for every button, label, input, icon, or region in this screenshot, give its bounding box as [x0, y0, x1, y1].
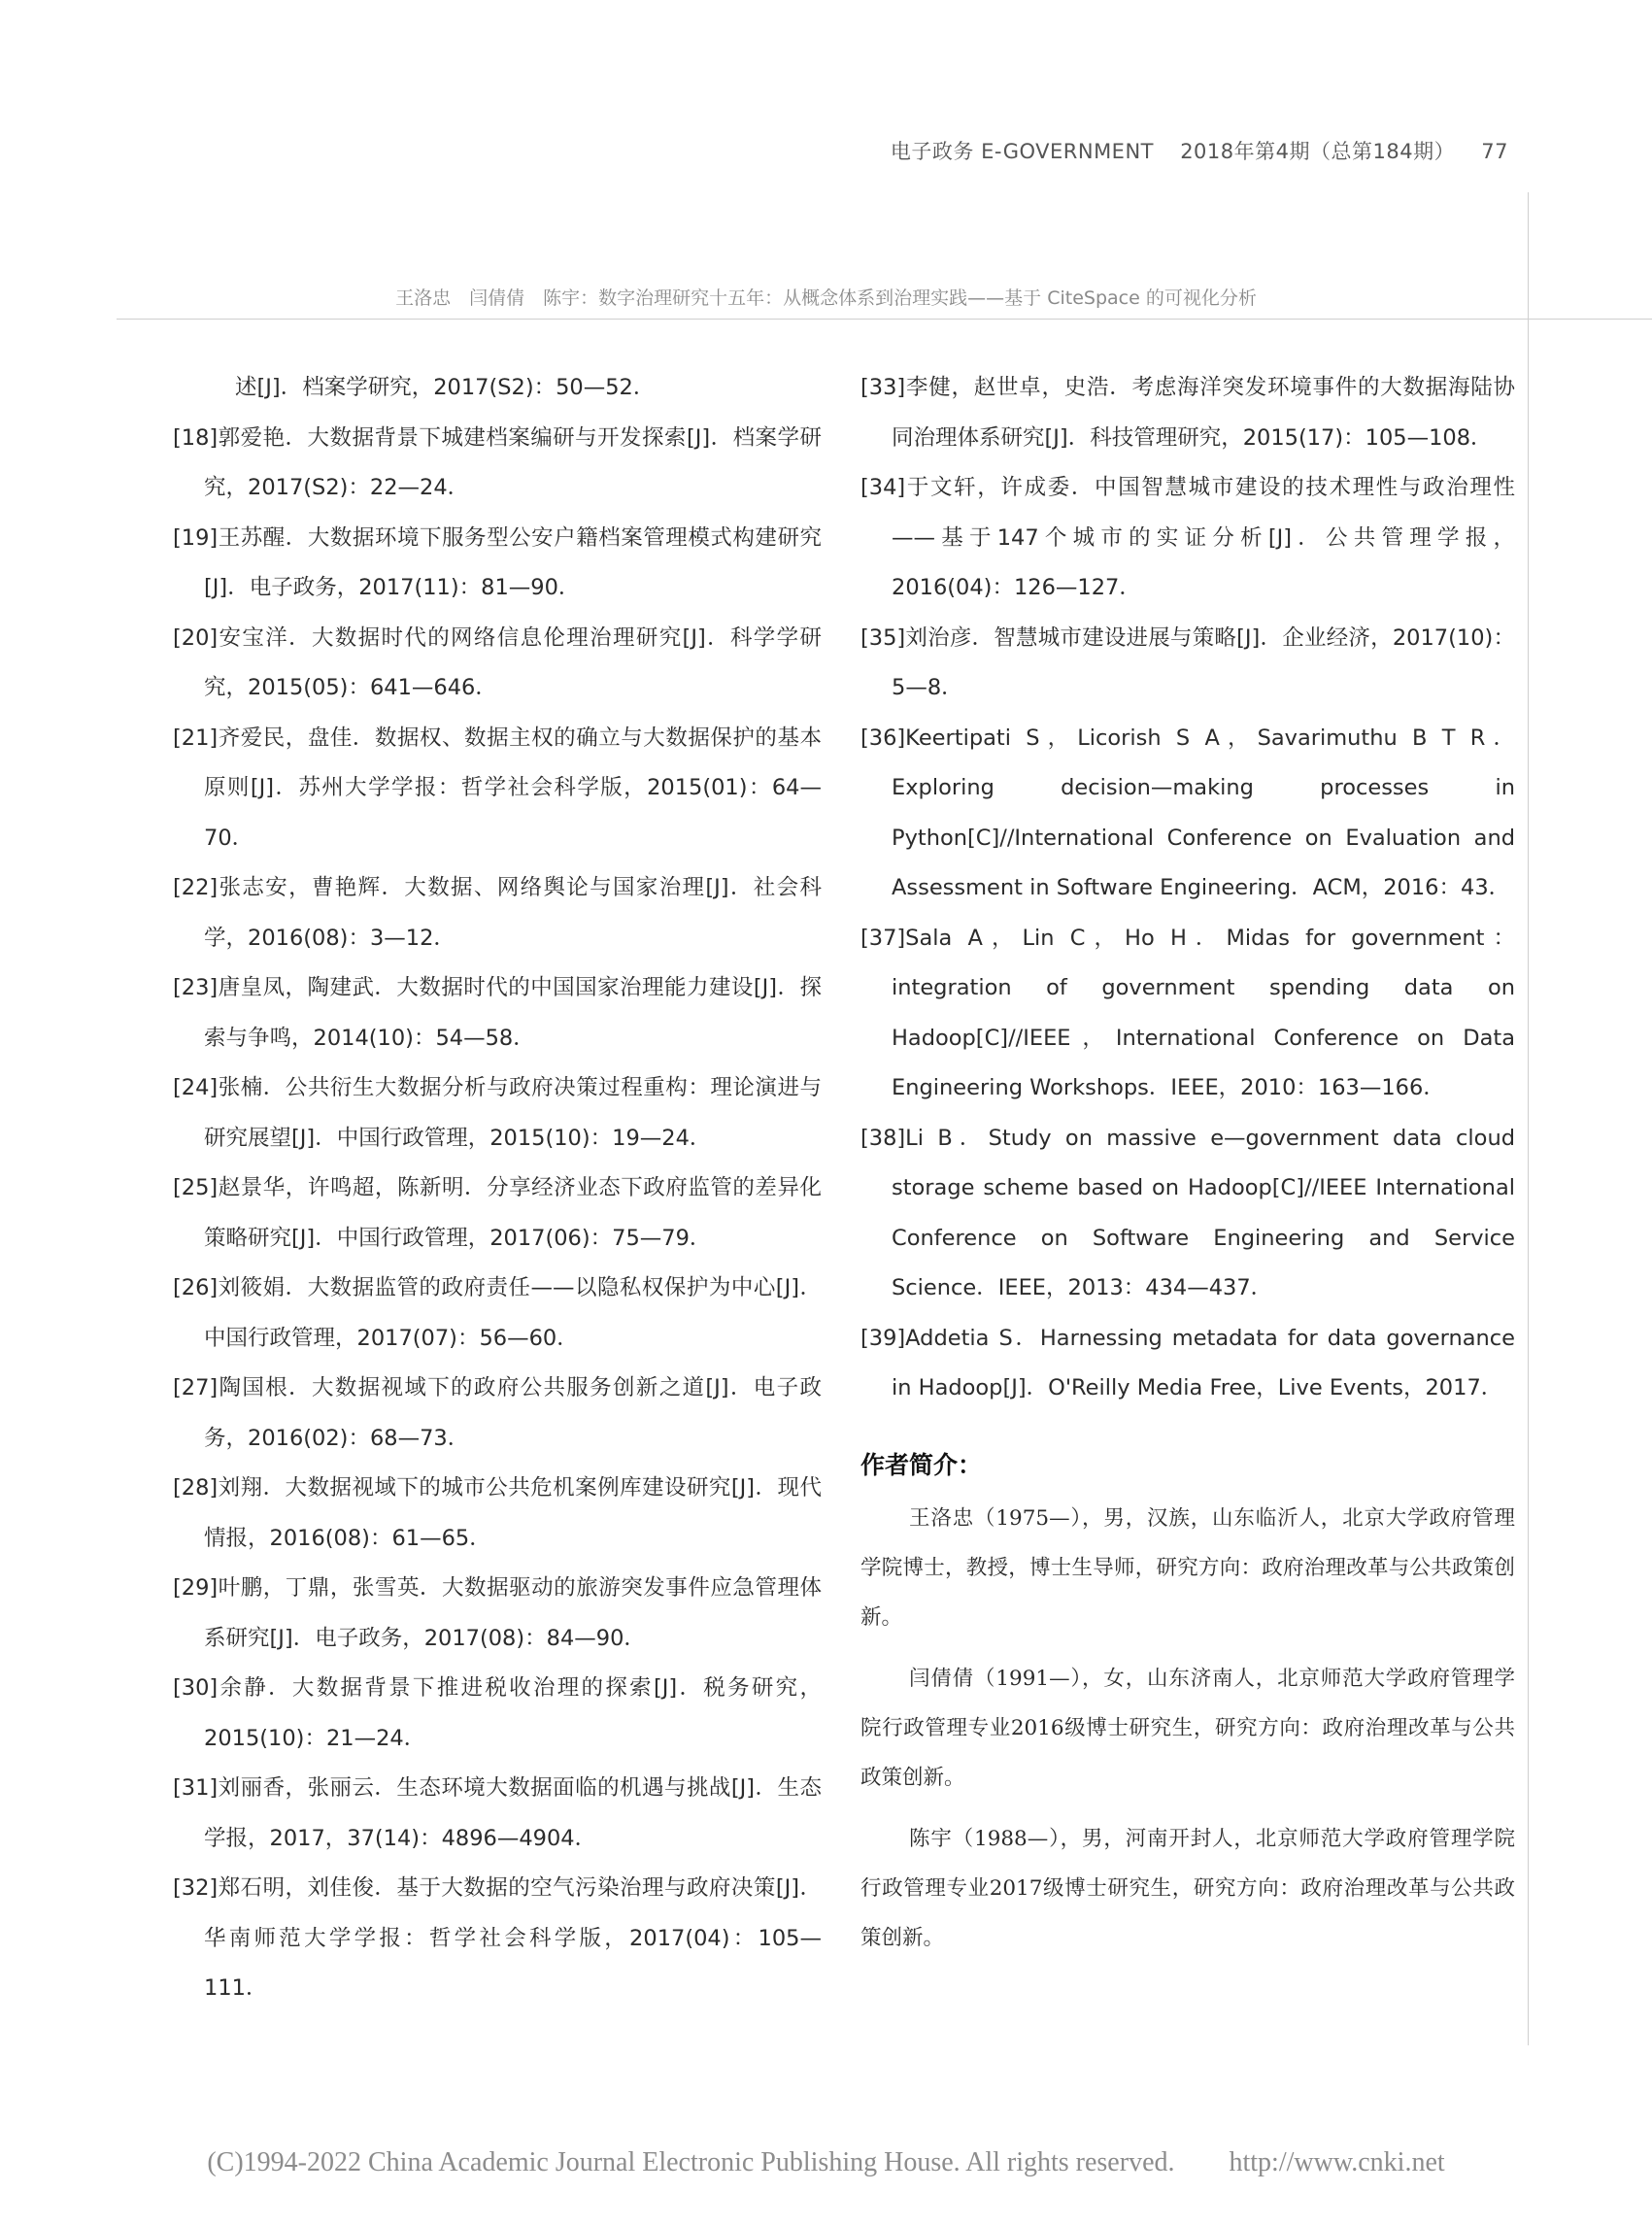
reference-item: [19]王苏醒．大数据环境下服务型公安户籍档案管理模式构建研究[J]．电子政务，2017(11)：81—90． [173, 524, 822, 600]
reference-item: [34]于文轩，许成委．中国智慧城市建设的技术理性与政治理性——基于147个城市的实证分析[J]．公共管理学报，2016(04)：126—127． [860, 475, 1515, 600]
reference-item: [37]Sala A，Lin C，Ho H．Midas for government：integration of government spending data on Hadoop[C]//IEEE，International Conference on Data Engineering Workshops．IEEE，2010：163—166． [860, 925, 1515, 1100]
author-bio-paragraph: 闫倩倩（1991—），女，山东济南人，北京师范大学政府管理学院行政管理专业2016级博士研究生，研究方向：政府治理改革与公共政策创新。 [860, 1666, 1515, 1790]
reference-item: [31]刘丽香，张丽云．生态环境大数据面临的机遇与挑战[J]．生态学报，2017，37(14)：4896—4904． [173, 1775, 822, 1851]
references-right-column [860, 363, 1515, 1963]
reference-item: [23]唐皇凤，陶建武．大数据时代的中国国家治理能力建设[J]．探索与争鸣，2014(10)：54—58． [173, 975, 822, 1051]
reference-item: [27]陶国根．大数据视域下的政府公共服务创新之道[J]．电子政务，2016(02)：68—73． [173, 1375, 822, 1451]
reference-item: [36]Keertipati S，Licorish S A，Savarimuthu B T R．Exploring decision—making processes in Python[C]//International Conference on Evaluation and Assessment in Software Engineering．ACM，2016：43． [860, 725, 1515, 900]
reference-item: 述[J]．档案学研究，2017(S2)：50—52． [235, 375, 656, 400]
reference-item: [30]余静．大数据背景下推进税收治理的探索[J]．税务研究，2015(10)：21—24． [173, 1675, 822, 1751]
running-article-title: 王洛忠 闫倩倩 陈宇：数字治理研究十五年：从概念体系到治理实践——基于 CiteSpace 的可视化分析 [395, 287, 1257, 309]
reference-item: [29]叶鹏，丁鼎，张雪英．大数据驱动的旅游突发事件应急管理体系研究[J]．电子政务，2017(08)：84—90． [173, 1575, 822, 1651]
author-bio-paragraph: 王洛忠（1975—），男，汉族，山东临沂人，北京大学政府管理学院博士，教授，博士生导师，研究方向：政府治理改革与公共政策创新。 [860, 1505, 1515, 1630]
reference-item: [28]刘翔．大数据视域下的城市公共危机案例库建设研究[J]．现代情报，2016(08)：61—65． [173, 1475, 822, 1551]
reference-item: [18]郭爱艳．大数据背景下城建档案编研与开发探索[J]．档案学研究，2017(S2)：22—24． [173, 424, 822, 500]
reference-item: [25]赵景华，许鸣超，陈新明．分享经济业态下政府监管的差异化策略研究[J]．中国行政管理，2017(06)：75—79． [173, 1175, 822, 1251]
vertical-divider [1528, 192, 1529, 2045]
journal-issue: 2018年第4期（总第184期） [1180, 140, 1456, 163]
author-bio-paragraph: 陈宇（1988—），男，河南开封人，北京师范大学政府管理学院行政管理专业2017级博士研究生，研究方向：政府治理改革与公共政策创新。 [860, 1826, 1515, 1950]
reference-item: [35]刘治彦．智慧城市建设进展与策略[J]．企业经济，2017(10)：5—8． [860, 624, 1515, 700]
reference-item: [21]齐爱民，盘佳．数据权、数据主权的确立与大数据保护的基本原则[J]．苏州大学学报：哲学社会科学版，2015(01)：64—70． [173, 725, 822, 851]
journal-name: 电子政务 E-GOVERNMENT [890, 140, 1154, 163]
reference-item: [22]张志安，曹艳辉．大数据、网络舆论与国家治理[J]．社会科学，2016(08)：3—12． [173, 875, 822, 951]
page-number: 77 [1481, 140, 1508, 163]
journal-header [891, 136, 1508, 165]
reference-item: [33]李健，赵世卓，史浩．考虑海洋突发环境事件的大数据海陆协同治理体系研究[J]．科技管理研究，2015(17)：105—108． [860, 375, 1515, 451]
reference-item: [39]Addetia S．Harnessing metadata for data governance in Hadoop[J]．O'Reilly Media Free，Live Events，2017． [860, 1325, 1515, 1400]
reference-item: [38]Li B．Study on massive e—government data cloud storage scheme based on Hadoop[C]//IEEE International Conference on Software Engineering and Service Science．IEEE，2013：434—437． [860, 1125, 1515, 1300]
references-left-column [173, 363, 822, 2014]
author-bio-heading: 作者简介： [860, 1450, 983, 1479]
reference-item: [24]张楠．公共衍生大数据分析与政府决策过程重构：理论演进与研究展望[J]．中国行政管理，2015(10)：19—24． [173, 1075, 822, 1151]
header-divider [117, 319, 1652, 320]
reference-item: [32]郑石明，刘佳俊．基于大数据的空气污染治理与政府决策[J]．华南师范大学学报：哲学社会科学版，2017(04)：105—111． [173, 1875, 822, 2001]
reference-item: [20]安宝洋．大数据时代的网络信息伦理治理研究[J]．科学学研究，2015(05)：641—646． [173, 624, 822, 700]
copyright-notice: (C)1994-2022 China Academic Journal Electronic Publishing House. All rights reserved. http://www.cnki.net [207, 2147, 1445, 2177]
reference-item: [26]刘筱娟．大数据监管的政府责任——以隐私权保护为中心[J]．中国行政管理，2017(07)：56—60． [173, 1275, 822, 1351]
